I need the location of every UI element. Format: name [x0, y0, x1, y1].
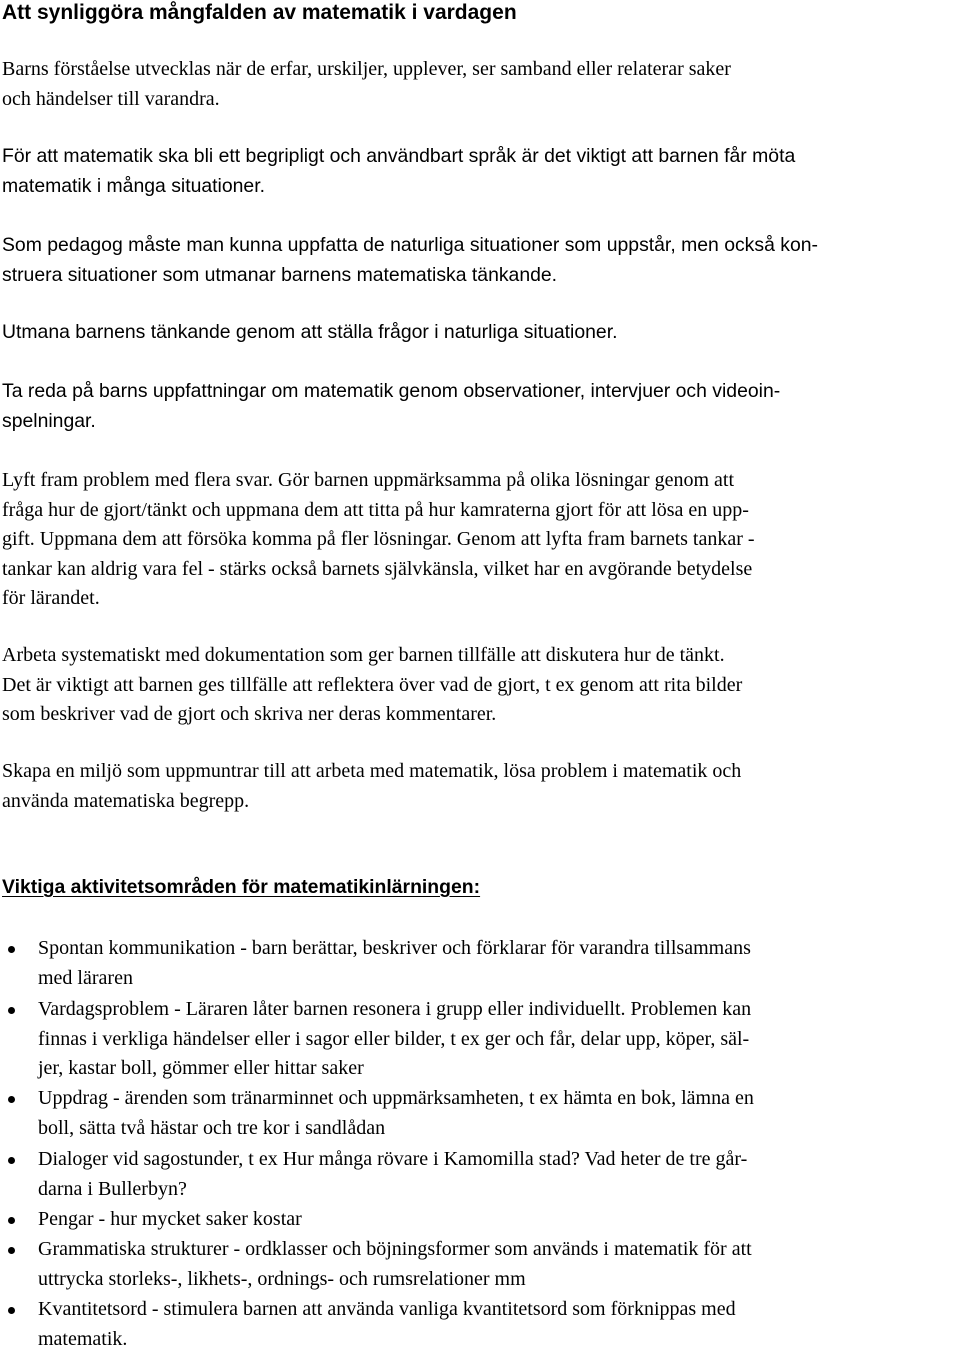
- list-item-line: darna i Bullerbyn?: [38, 1175, 747, 1205]
- bullet-icon: [8, 1096, 15, 1103]
- list-item-line: Uppdrag - ärenden som tränarminnet och uppmärksamheten, t ex hämta en bok, lämna en: [38, 1084, 754, 1114]
- paragraph-environment: [2, 757, 741, 816]
- paragraph-line: spelningar.: [2, 407, 780, 437]
- paragraph-line: Ta reda på barns uppfattningar om matematik genom observationer, intervjuer och videoin-: [2, 377, 780, 407]
- paragraph-line: Arbeta systematiskt med dokumentation som ger barnen tillfälle att diskutera hur de tänkt.: [2, 641, 742, 671]
- list-item-line: Spontan kommunikation - barn berättar, beskriver och förklarar för varandra tillsammans: [38, 934, 751, 964]
- paragraph-documentation: [2, 641, 742, 730]
- paragraph-line: fråga hur de gjort/tänkt och uppmana dem att titta på hur kamraterna gjort för att lösa en upp-: [2, 496, 755, 526]
- list-item: [38, 1235, 752, 1294]
- paragraph-line: För att matematik ska bli ett begripligt och användbart språk är det viktigt att barnen får möta: [2, 142, 795, 172]
- list-item: [38, 995, 751, 1084]
- paragraph-line: använda matematiska begrepp.: [2, 787, 741, 817]
- paragraph-line: som beskriver vad de gjort och skriva ner deras kommentarer.: [2, 700, 742, 730]
- document-title: Att synliggöra mångfalden av matematik i vardagen: [2, 0, 517, 28]
- bullet-icon: [8, 1307, 15, 1314]
- paragraph-line: Barns förståelse utvecklas när de erfar, urskiljer, upplever, ser samband eller relaterar saker: [2, 55, 731, 85]
- paragraph-children-understanding: [2, 55, 731, 114]
- paragraph-line: och händelser till varandra.: [2, 85, 731, 115]
- list-item-line: boll, sätta två hästar och tre kor i sandlådan: [38, 1114, 754, 1144]
- bullet-icon: [8, 946, 15, 953]
- paragraph-pedagogue-situations: [2, 231, 818, 290]
- list-item-line: matematik.: [38, 1325, 736, 1354]
- paragraph-challenge-thinking: [2, 318, 617, 348]
- list-item-line: uttrycka storleks-, likhets-, ordnings- och rumsrelationer mm: [38, 1265, 752, 1295]
- activities-heading-text: Viktiga aktivitetsområden för matematikinlärningen:: [2, 876, 480, 898]
- list-item: [38, 1145, 747, 1204]
- list-item-line: Vardagsproblem - Läraren låter barnen resonera i grupp eller individuellt. Problemen kan: [38, 995, 751, 1025]
- list-item-line: Kvantitetsord - stimulera barnen att använda vanliga kvantitetsord som förknippas med: [38, 1295, 736, 1325]
- paragraph-mathematics-language: [2, 142, 795, 201]
- bullet-icon: [8, 1007, 15, 1014]
- list-item-line: Grammatiska strukturer - ordklasser och böjningsformer som används i matematik för att: [38, 1235, 752, 1265]
- bullet-icon: [8, 1247, 15, 1254]
- list-item-line: med läraren: [38, 964, 751, 994]
- paragraph-line: tankar kan aldrig vara fel - stärks också barnets självkänsla, vilket har en avgörande betydelse: [2, 555, 755, 585]
- list-item-line: finnas i verkliga händelser eller i sagor eller bilder, t ex ger och får, delar upp, köper, säl-: [38, 1025, 751, 1055]
- paragraph-line: matematik i många situationer.: [2, 172, 795, 202]
- paragraph-line: struera situationer som utmanar barnens matematiska tänkande.: [2, 261, 818, 291]
- list-item: [38, 934, 751, 993]
- bullet-icon: [8, 1157, 15, 1164]
- paragraph-problems-many-answers: [2, 466, 755, 614]
- list-item-line: jer, kastar boll, gömmer eller hittar saker: [38, 1054, 751, 1084]
- list-item: [38, 1084, 754, 1143]
- list-item: [38, 1295, 736, 1354]
- paragraph-line: gift. Uppmana dem att försöka komma på fler lösningar. Genom att lyfta fram barnets tankar -: [2, 525, 755, 555]
- paragraph-line: Det är viktigt att barnen ges tillfälle att reflektera över vad de gjort, t ex genom att rita bilder: [2, 671, 742, 701]
- paragraph-line: Lyft fram problem med flera svar. Gör barnen uppmärksamma på olika lösningar genom att: [2, 466, 755, 496]
- list-item: [38, 1205, 302, 1235]
- paragraph-line: Utmana barnens tänkande genom att ställa frågor i naturliga situationer.: [2, 318, 617, 348]
- bullet-icon: [8, 1217, 15, 1224]
- paragraph-line: Som pedagog måste man kunna uppfatta de naturliga situationer som uppstår, men också kon-: [2, 231, 818, 261]
- list-item-line: Pengar - hur mycket saker kostar: [38, 1205, 302, 1235]
- list-item-line: Dialoger vid sagostunder, t ex Hur många rövare i Kamomilla stad? Vad heter de tre går-: [38, 1145, 747, 1175]
- activities-heading: [2, 872, 480, 902]
- paragraph-line: Skapa en miljö som uppmuntrar till att arbeta med matematik, lösa problem i matematik och: [2, 757, 741, 787]
- paragraph-find-out-conceptions: [2, 377, 780, 436]
- paragraph-line: för lärandet.: [2, 584, 755, 614]
